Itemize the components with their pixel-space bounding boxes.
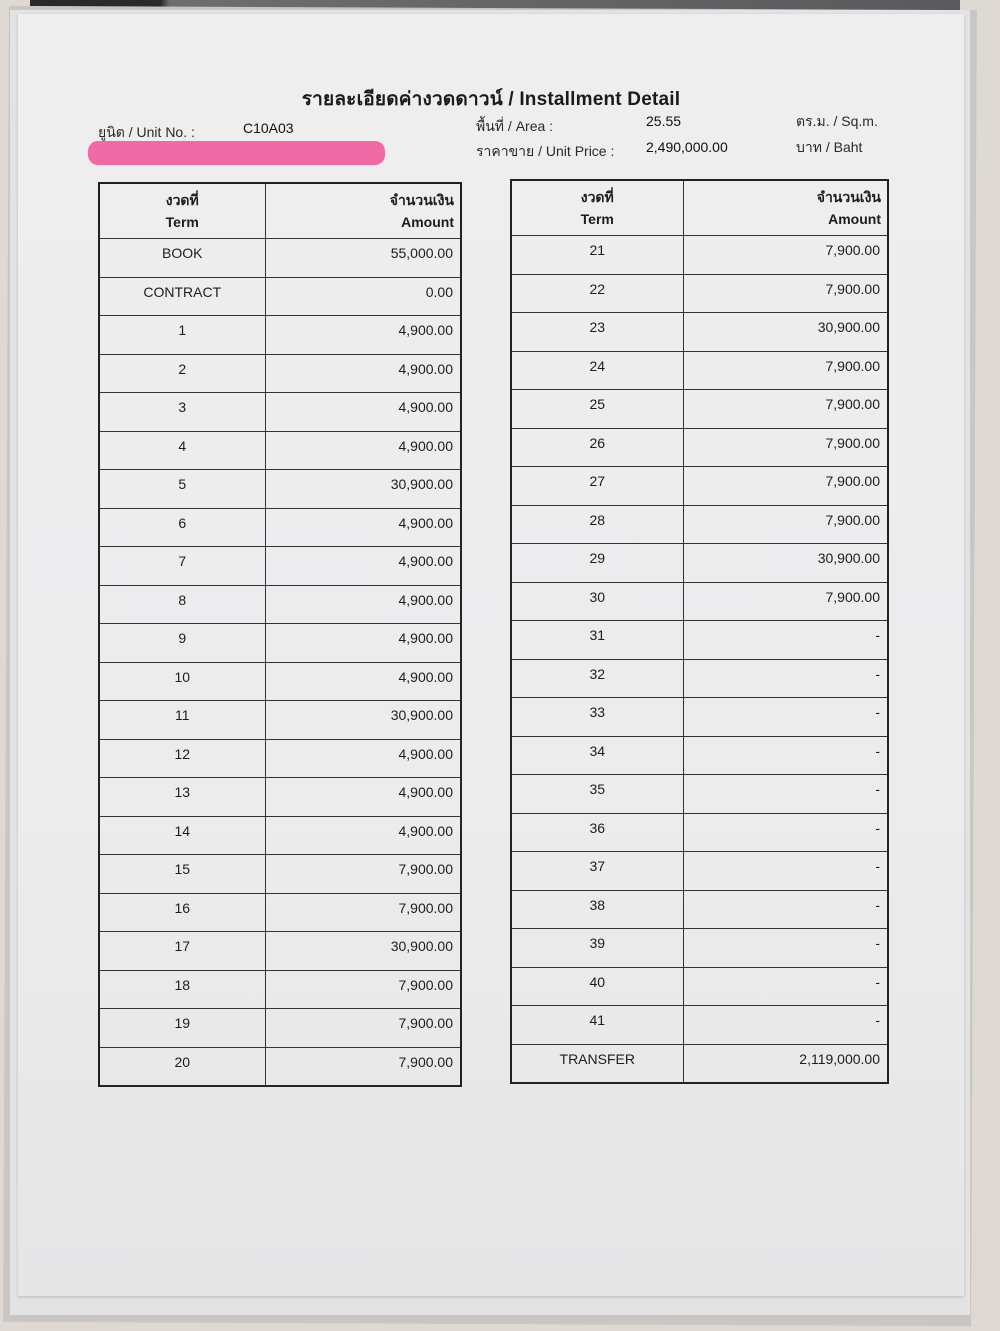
redaction-mark (88, 141, 385, 165)
term-cell: 40 (511, 967, 683, 1006)
term-cell: 21 (511, 236, 683, 275)
table-row (99, 778, 461, 817)
unit-no-value: C10A03 (243, 120, 294, 136)
amount-cell: 4,900.00 (265, 816, 461, 855)
table-row (511, 390, 888, 429)
table-row (99, 277, 461, 316)
table-row (99, 547, 461, 586)
amount-cell: 30,900.00 (683, 313, 888, 352)
term-cell: 17 (99, 932, 265, 971)
term-cell: 3 (99, 393, 265, 432)
amount-cell: - (683, 813, 888, 852)
term-header-thai: งวดที่ (165, 192, 199, 208)
amount-header (265, 183, 461, 239)
amount-header (683, 180, 888, 236)
term-cell: CONTRACT (99, 277, 265, 316)
table-row (99, 739, 461, 778)
term-cell: 27 (511, 467, 683, 506)
amount-cell: 30,900.00 (265, 470, 461, 509)
term-cell: 25 (511, 390, 683, 429)
term-cell: 37 (511, 852, 683, 891)
unit-price-currency: บาท / Baht (796, 139, 863, 155)
term-cell: 11 (99, 701, 265, 740)
term-cell: 28 (511, 505, 683, 544)
amount-cell: - (683, 929, 888, 968)
amount-cell: 7,900.00 (683, 390, 888, 429)
amount-cell: 7,900.00 (683, 467, 888, 506)
amount-cell: - (683, 736, 888, 775)
table-row (511, 505, 888, 544)
table-row (511, 698, 888, 737)
amount-cell: 7,900.00 (683, 351, 888, 390)
amount-cell: 30,900.00 (265, 701, 461, 740)
table-row (99, 932, 461, 971)
amount-cell: 4,900.00 (265, 431, 461, 470)
installment-table-left (98, 182, 462, 1087)
table-row (99, 662, 461, 701)
table-row (511, 236, 888, 275)
table-header-row (99, 183, 461, 239)
table-row (99, 508, 461, 547)
table-row (99, 893, 461, 932)
term-cell: TRANSFER (511, 1044, 683, 1083)
unit-price-value: 2,490,000.00 (646, 139, 728, 155)
area-label: พื้นที่ / Area : (476, 118, 554, 134)
term-cell: 33 (511, 698, 683, 737)
term-cell: 34 (511, 736, 683, 775)
amount-cell: - (683, 659, 888, 698)
table-header-row (511, 180, 888, 236)
amount-cell: 4,900.00 (265, 393, 461, 432)
table-row (99, 624, 461, 663)
term-header-english: Term (165, 214, 199, 230)
table-row (99, 1009, 461, 1048)
amount-header-thai: จำนวนเงิน (816, 189, 881, 205)
term-cell: 8 (99, 585, 265, 624)
table-row (99, 354, 461, 393)
term-cell: 35 (511, 775, 683, 814)
installment-table-right (510, 179, 889, 1084)
amount-cell: 4,900.00 (265, 585, 461, 624)
table-row (511, 582, 888, 621)
term-cell: 2 (99, 354, 265, 393)
term-cell: 12 (99, 739, 265, 778)
amount-cell: 7,900.00 (265, 893, 461, 932)
table-row (511, 313, 888, 352)
term-cell: 10 (99, 662, 265, 701)
table-row (99, 239, 461, 278)
term-cell: 15 (99, 855, 265, 894)
amount-cell: 30,900.00 (683, 544, 888, 583)
term-cell: 29 (511, 544, 683, 583)
table-row (511, 428, 888, 467)
amount-cell: 4,900.00 (265, 354, 461, 393)
amount-cell: 4,900.00 (265, 316, 461, 355)
term-cell: 13 (99, 778, 265, 817)
amount-cell: 2,119,000.00 (683, 1044, 888, 1083)
term-cell: 16 (99, 893, 265, 932)
table-row (511, 659, 888, 698)
term-cell: 19 (99, 1009, 265, 1048)
table-row (511, 967, 888, 1006)
term-cell: 38 (511, 890, 683, 929)
unit-no-label: ยูนิต / Unit No. : (98, 124, 195, 140)
table-row (99, 431, 461, 470)
table-row (99, 701, 461, 740)
amount-cell: 7,900.00 (265, 1047, 461, 1086)
term-cell: BOOK (99, 239, 265, 278)
term-header (99, 183, 265, 239)
area-value: 25.55 (646, 113, 682, 129)
document-page (18, 14, 964, 1296)
table-row (99, 393, 461, 432)
term-header (511, 180, 683, 236)
term-cell: 26 (511, 428, 683, 467)
unit-price-label: ราคาขาย / Unit Price : (476, 143, 615, 159)
term-cell: 1 (99, 316, 265, 355)
table-row (511, 621, 888, 660)
table-row (511, 1006, 888, 1045)
table-row (511, 544, 888, 583)
table-row (511, 929, 888, 968)
amount-cell: 4,900.00 (265, 662, 461, 701)
document-title: รายละเอียดค่างวดดาวน์ / Installment Detail (301, 89, 681, 110)
term-cell: 20 (99, 1047, 265, 1086)
term-cell: 30 (511, 582, 683, 621)
term-cell: 14 (99, 816, 265, 855)
table-row (511, 775, 888, 814)
amount-cell: 7,900.00 (683, 582, 888, 621)
table-row (511, 813, 888, 852)
amount-cell: - (683, 1006, 888, 1045)
term-cell: 32 (511, 659, 683, 698)
term-cell: 41 (511, 1006, 683, 1045)
term-cell: 9 (99, 624, 265, 663)
table-row (99, 816, 461, 855)
amount-cell: 4,900.00 (265, 547, 461, 586)
table-row (99, 855, 461, 894)
table-row (511, 351, 888, 390)
term-cell: 18 (99, 970, 265, 1009)
table-row (99, 1047, 461, 1086)
amount-cell: 7,900.00 (683, 505, 888, 544)
amount-cell: 7,900.00 (265, 855, 461, 894)
term-header-thai: งวดที่ (580, 189, 614, 205)
table-row (99, 585, 461, 624)
amount-cell: 4,900.00 (265, 778, 461, 817)
amount-header-english: Amount (828, 211, 881, 227)
term-cell: 5 (99, 470, 265, 509)
amount-cell: 4,900.00 (265, 624, 461, 663)
table-row (511, 890, 888, 929)
amount-cell: 7,900.00 (683, 236, 888, 275)
term-cell: 24 (511, 351, 683, 390)
area-unit: ตร.ม. / Sq.m. (796, 113, 878, 129)
amount-cell: 7,900.00 (683, 428, 888, 467)
amount-cell: - (683, 775, 888, 814)
term-cell: 36 (511, 813, 683, 852)
amount-cell: - (683, 890, 888, 929)
table-row (511, 1044, 888, 1083)
term-header-english: Term (580, 211, 614, 227)
table-row (99, 470, 461, 509)
amount-cell: 7,900.00 (265, 970, 461, 1009)
amount-header-thai: จำนวนเงิน (389, 192, 454, 208)
amount-cell: - (683, 967, 888, 1006)
term-cell: 31 (511, 621, 683, 660)
amount-cell: - (683, 698, 888, 737)
table-row (511, 736, 888, 775)
amount-cell: 7,900.00 (683, 274, 888, 313)
term-cell: 39 (511, 929, 683, 968)
amount-cell: 55,000.00 (265, 239, 461, 278)
table-row (511, 467, 888, 506)
amount-cell: 4,900.00 (265, 508, 461, 547)
term-cell: 7 (99, 547, 265, 586)
term-cell: 4 (99, 431, 265, 470)
table-row (511, 274, 888, 313)
amount-cell: 7,900.00 (265, 1009, 461, 1048)
table-row (511, 852, 888, 891)
term-cell: 22 (511, 274, 683, 313)
amount-cell: 0.00 (265, 277, 461, 316)
table-row (99, 316, 461, 355)
term-cell: 6 (99, 508, 265, 547)
term-cell: 23 (511, 313, 683, 352)
amount-header-english: Amount (401, 214, 454, 230)
amount-cell: - (683, 852, 888, 891)
amount-cell: 4,900.00 (265, 739, 461, 778)
amount-cell: - (683, 621, 888, 660)
table-row (99, 970, 461, 1009)
amount-cell: 30,900.00 (265, 932, 461, 971)
